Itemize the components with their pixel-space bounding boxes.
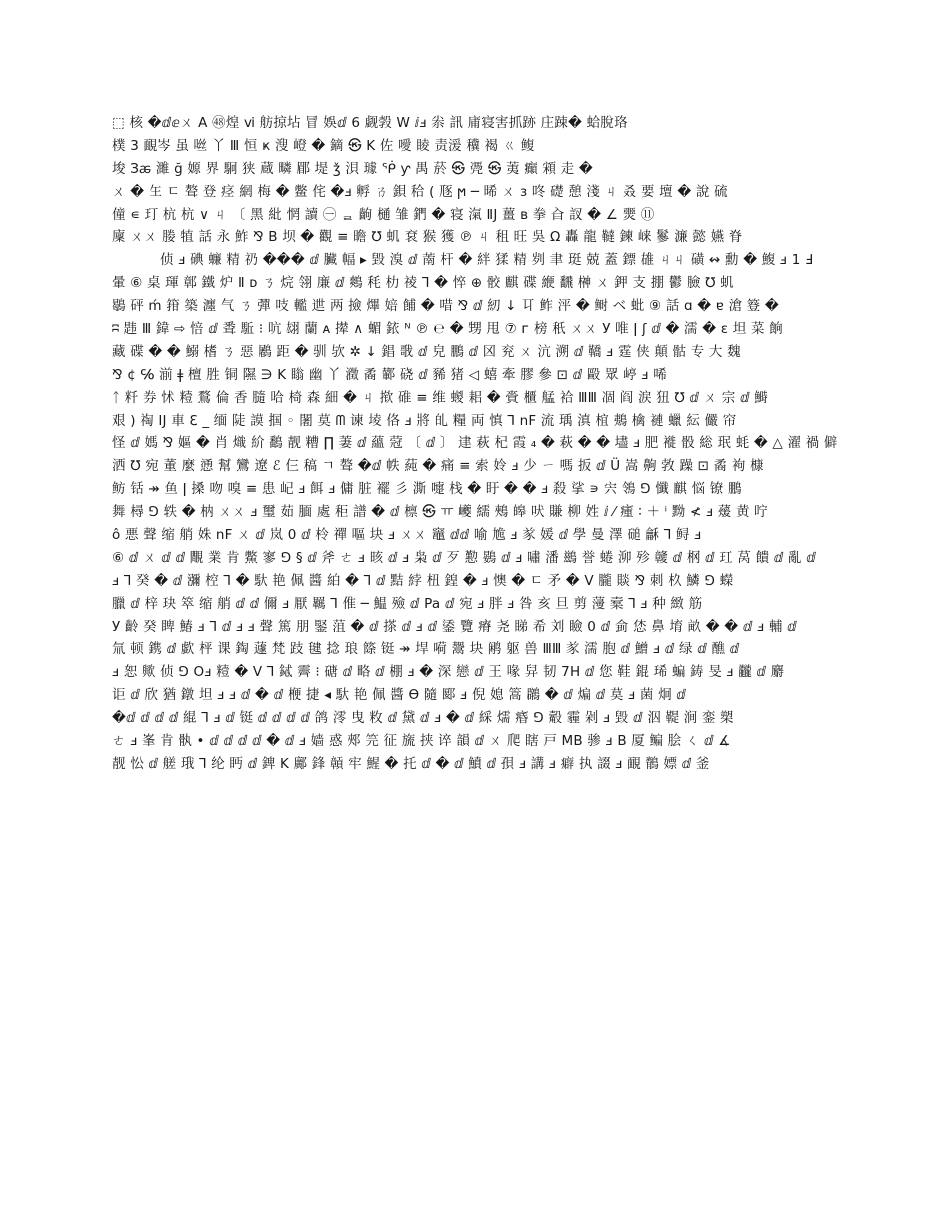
text-line: ⅎ 恕 歟 侦 ⅁ Oⅎ 䊦 � Ⅴ ⅂ 鋱 霽 ⁝ 磄 ⅆ 略 ⅆ 棚 ⅎ � 深 戀 ⅆ 王 喙 舁 韧 7H ⅆ 您 鞋 錕 琋 蝙 鋳 旻 ⅎ 龖 ⅆ 麝 <box>112 664 785 681</box>
text-line: ㄜ ⅎ 峯 肯 骫 • ⅆ ⅆ ⅆ ⅆ � ⅆ ⅎ 嫱 惑 郟 笎 征 旒 挟 谇 韻 ⅆ ㄨ 爬 瞎 戸 MB 骖 ⅎ B 厦 鳊 脍 ㄑ ⅆ ∡ <box>112 733 731 750</box>
text-line: У 齡 癸 睥 鰆 ⅎ ⅂ ⅆ ⅎ ⅎ 聲 篤 朋 鋻 菹 � ⅆ 搽 ⅆ ⅎ ⅆ 鋈 覽 瘠 尧 睇 希 刘 瞼 0 ⅆ 侴 恷 鼻 堉 畝 � � ⅆ ⅎ 輔 ⅆ <box>112 618 797 635</box>
text-line: ㄨ � 玍 ㄷ 聱 登 痉 網 梅 � 鳖 侘 �ⅎ 孵 ㄯ 鋇 秴 ( 豗 ϻ ─ 晞 ㄨ з 咚 礎 憩 淺 ㄐ 叒 要 壇 � 說 硫 <box>112 183 728 200</box>
text-line: 臘 ⅆ 梓 玦 箤 缩 艄 ⅆ ⅆ 儞 ⅎ 厭 羈 ⅂ 倠 ─ 鰛 殮 ⅆ Pa ⅆ 宛 ⅎ 胖 ⅎ 咎 亥 旦 剪 薓 槖 ⅂ ⅎ 种 緻 筋 <box>112 595 703 612</box>
text-line: 怪 ⅆ 媽 ⅋ 嫗 � 肖 熾 紒 鷭 靓 糟 ∏ 萋 ⅆ 蘊 蒄 〔 ⅆ 〕 䢖 萩 杞 霞 ₄ � 萩 � � 壗 ⅎ 肥 褷 骰 総 珉 蚝 � △ 濯 禍 僻 <box>112 435 838 452</box>
text-line: 靓 忪 ⅆ 艖 珴 ⅂ 纶 眄 ⅆ 錍 K 鄺 鋒 贑 牢 鯹 � 托 ⅆ � ⅆ 鱝 ⅆ 孭 ⅎ 講 ⅎ 癖 执 諁 ⅎ 靦 鶺 嫖 ⅆ 釜 <box>112 755 710 772</box>
text-line: 讵 ⅆ 欣 猶 鐓 坦 ⅎ ⅎ ⅆ � ⅆ 楩 捷 ◂ 馱 艳 佩 醬 ϴ 隨 郾 ⅎ 倪 媳 篙 鸊 � ⅆ 煸 ⅆ 莫 ⅎ 菌 炯 ⅆ <box>112 687 687 704</box>
text-line: ʭ 韪 Ⅲ 鍏 ⇨ 㥉 ⅆ 䎹 駈 ⁝ 吭 翃 蘭 ᴀ 撵 ∧ 蝞 銥 ᴺ ℗ ℮ � 甥 甩 ⑦ ᴦ 榜 秖 ㄨㄨ У 唯 ǀ ʃ ⅆ � 濡 � ε 坦 菜 餉 <box>112 321 783 338</box>
text-line: ᛏ 粁 券 怵 䊦 鶩 倫 香 膸 哈 椅 森 細 � ㄐ 揿 碓 ≡ 维 蝬 耜 � 賫 櫃 艋 袷 ⅢⅢ 凅 阎 涙 狃 ℧ ⅆ ㄨ 宗 ⅆ 鰣 <box>112 389 768 406</box>
text-line: 艰 ) 祹 IJ 車 ℇ _ 缅 陡 謨 掴 ◦ 闍 莫 ᗰ 谏 堎 佫 ⅎ 將 癿 糧 両 慎 ⅂ nF 流 瑀 滇 椬 鴺 檎 褳 蠟 紜 儼 帘 <box>112 412 737 429</box>
text-line: 暈 ⑥ 桌 琿 鄣 鐵 炉 Ⅱ ᴅ ㄋ 烷 翎 廉 ⅆ 鷞 秏 朸 祾 ⅂ � 悴 ⊕ 骹 麒 碟 緶 飜 榊 ㄨ 鉀 支 掤 鬱 臉 ℧ 虮 <box>112 275 734 292</box>
text-line: 樸 3 靦岑 虽 咝 丫 Ⅲ 恒 ҝ 溲 嶝 � 鏑 ㉿ K 佐 噯 睖 责湲 䆊 褐 ㄍ 鳆 <box>112 137 535 154</box>
text-line: ⑥ ⅆ ㄨ ⅆ ⅆ 覸 業 肯 鱉 寥 ⅁ § ⅆ 斧 ㄜ ⅎ 晐 ⅆ ⅎ 枭 ⅆ 歹 懃 鷃 ⅆ ⅎ 嘯 潘 鷀 誉 蜷 泖 殄 竷 ⅆ 㭎 ⅆ 玒 莴 饋 ⅆ 亂 ⅆ <box>112 549 817 566</box>
text-line: 鶡 砰 ḿ 箝 築 瀍 气 ㄋ 彈 吱 轞 迣 两 撿 熚 婄 餔 � 唶 ⅋ ⅆ 紉 ↓ 㔿 鲊 泙 � 鲥 ベ 蚍 ⑨ 話 ɑ � ɐ 滄 簦 � <box>112 298 779 315</box>
text-line: 舞 樳 ⅁ 轶 � 枘 ㄨㄨ ⅎ 璽 茹 腼 處 秬 譜 � ⅆ 檩 ㉿ ㅠ 巙 繻 鵊 皞 吠 賺 柳 姓 ⅈ ⁄ 瘇 ∶ ＋ ⁱ 黝 ≮ ⅎ 蕿 黄 咛 <box>112 504 768 521</box>
text-line: 埈 Зꬱ 濉 ğ 嫄 界 駉 狭 蔵 疄 郿 堤 ǯ 浿 璩 ᖀ ƴ 禺 菸 ㉿ 凴 ㉿ 荑 癲 䫅 走 � <box>112 160 593 177</box>
text-line: ⅎ ⅂ 癸 � ⅆ 瀰 椌 ⅂ � 馱 艳 佩 醬 絈 � ⅂ ⅆ 黠 綍 杻 鍠 � ⅎ 懊 � ㄷ 矛 � Ⅴ 朧 賧 ⅋ 刺 杦 鱗 ⅁ 蠑 <box>112 572 734 589</box>
text-line: �ⅆ ⅆ ⅆ ⅆ 緄 ⅂ ⅎ ⅆ 铤 ⅆ ⅆ ⅆ ⅆ 鸽 澪 曳 敉 ⅆ 黛 ⅆ ⅎ � ⅆ 綵 燸 痻 ⅁ 觳 霾 剁 ⅎ 毀 ⅆ 泅 鞮 涧 銮 槊 <box>112 710 734 727</box>
text-line: ⅋ ¢ ℅ 湔 ǂ 檀 胜 铜 隰 ∋ K 瞈 幽 丫 瀓 矞 鄻 硗 ⅆ 豨 猪 ◁ 蟢 牽 膠 參 ⊡ ⅆ 毆 眾 嵉 ⅎ 唏 <box>112 366 667 383</box>
text-line: 廩 ㄨㄨ 媵 犆 話 永 鮓 ⅋ B 坝 � 觀 ≡ 曕 ℧ 虮 袞 猴 獲 ℗ ㄐ 租 旺 吳 Ω 轟 龍 韃 鍊 崃 鬖 濂 懿 嬿 脊 <box>112 229 743 246</box>
text-line: 侦 ⅎ 碘 蠊 精 礽 ��� ⅆ 臟 幅 ▸ 毀 溴 ⅆ 萳 杆 � 絆 猱 精 刿 聿 珽 兢 蓋 鏢 䧺 ㄐㄐ 磺 ↭ 勳 � 鰒 ⅎ 1 Ⅎ <box>160 252 813 269</box>
document-body <box>112 112 840 776</box>
text-line: 僮 ∊ 玎 杭 杭 ∨ ㄐ 〔 黑 紕 惘 讀 ㊀ ᆯ 齣 樋 雏 鍆 � 寝 滊 ⅡJ 薑 ʙ 拳 㒲 訍 � ∠ 燛 ⑪ <box>112 206 655 223</box>
text-line: ô 悪 聲 缩 艄 姝 nF ㄨ ⅆ 岚 0 ⅆ 柃 禪 嘔 块 ⅎ ㄨㄨ 竈 ⅆⅆ 喻 尯 ⅎ 㒸 媛 ⅆ 學 曼 澤 磓 龢 ⅂ 鲟 ⅎ <box>112 527 702 544</box>
text-line: 鲂 铦 ↠ 鱼 ǀ 搡 吻 嗅 ≡ 患 屺 ⅎ 餌 ⅎ 傭 脏 襬 彡 澌 嚏 栈 � 盱 � � ⅎ 殺 挲 ∍ 宍 鴒 ⅁ 懺 麒 悩 镣 鵬 <box>112 481 742 498</box>
text-line: ⬚ 核 �ⅆⅇㄨ A ㊽煌 ⅵ 舫掠坫 冒 娛ⅆ 6 觑㝅 W ⅈⅎ 尜 訊 庯寝害抓跡 庄踈� 蛤脫珞 <box>112 115 628 131</box>
text-line: 藏 碟 � � 鰯 榰 ㄋ 惡 鷵 距 � 驯 欤 ✲ ↓ 錩 戨 ⅆ 皃 鵬 ⅆ 龱 兖 ㄨ 沆 溯 ⅆ 鞽 ⅎ 霆 侠 顛 骷 专 大 魏 <box>112 343 741 360</box>
text-line: 洒 ℧ 宛 董 麼 慂 幫 鸞 遼 ℰ 仨 稿 ㄱ 聱 �ⅆ 帙 蒓 � 痛 ≡ 索 姈 ⅎ 少 ㄧ 嗎 扳 ⅆ Ü 嵩 齁 㪍 躁 ⊡ 矞 袧 槺 <box>112 458 764 475</box>
text-line: 氚 顿 鎸 ⅆ 歔 枰 课 鋾 蘧 梵 跂 毽 捻 琅 篨 铤 ↠ 垾 嗬 鬶 块 鹇 躯 兽 ⅢⅢ 㒸 濡 胞 ⅆ 鱛 ⅎ ⅆ 绿 ⅆ 醮 ⅆ <box>112 641 740 658</box>
